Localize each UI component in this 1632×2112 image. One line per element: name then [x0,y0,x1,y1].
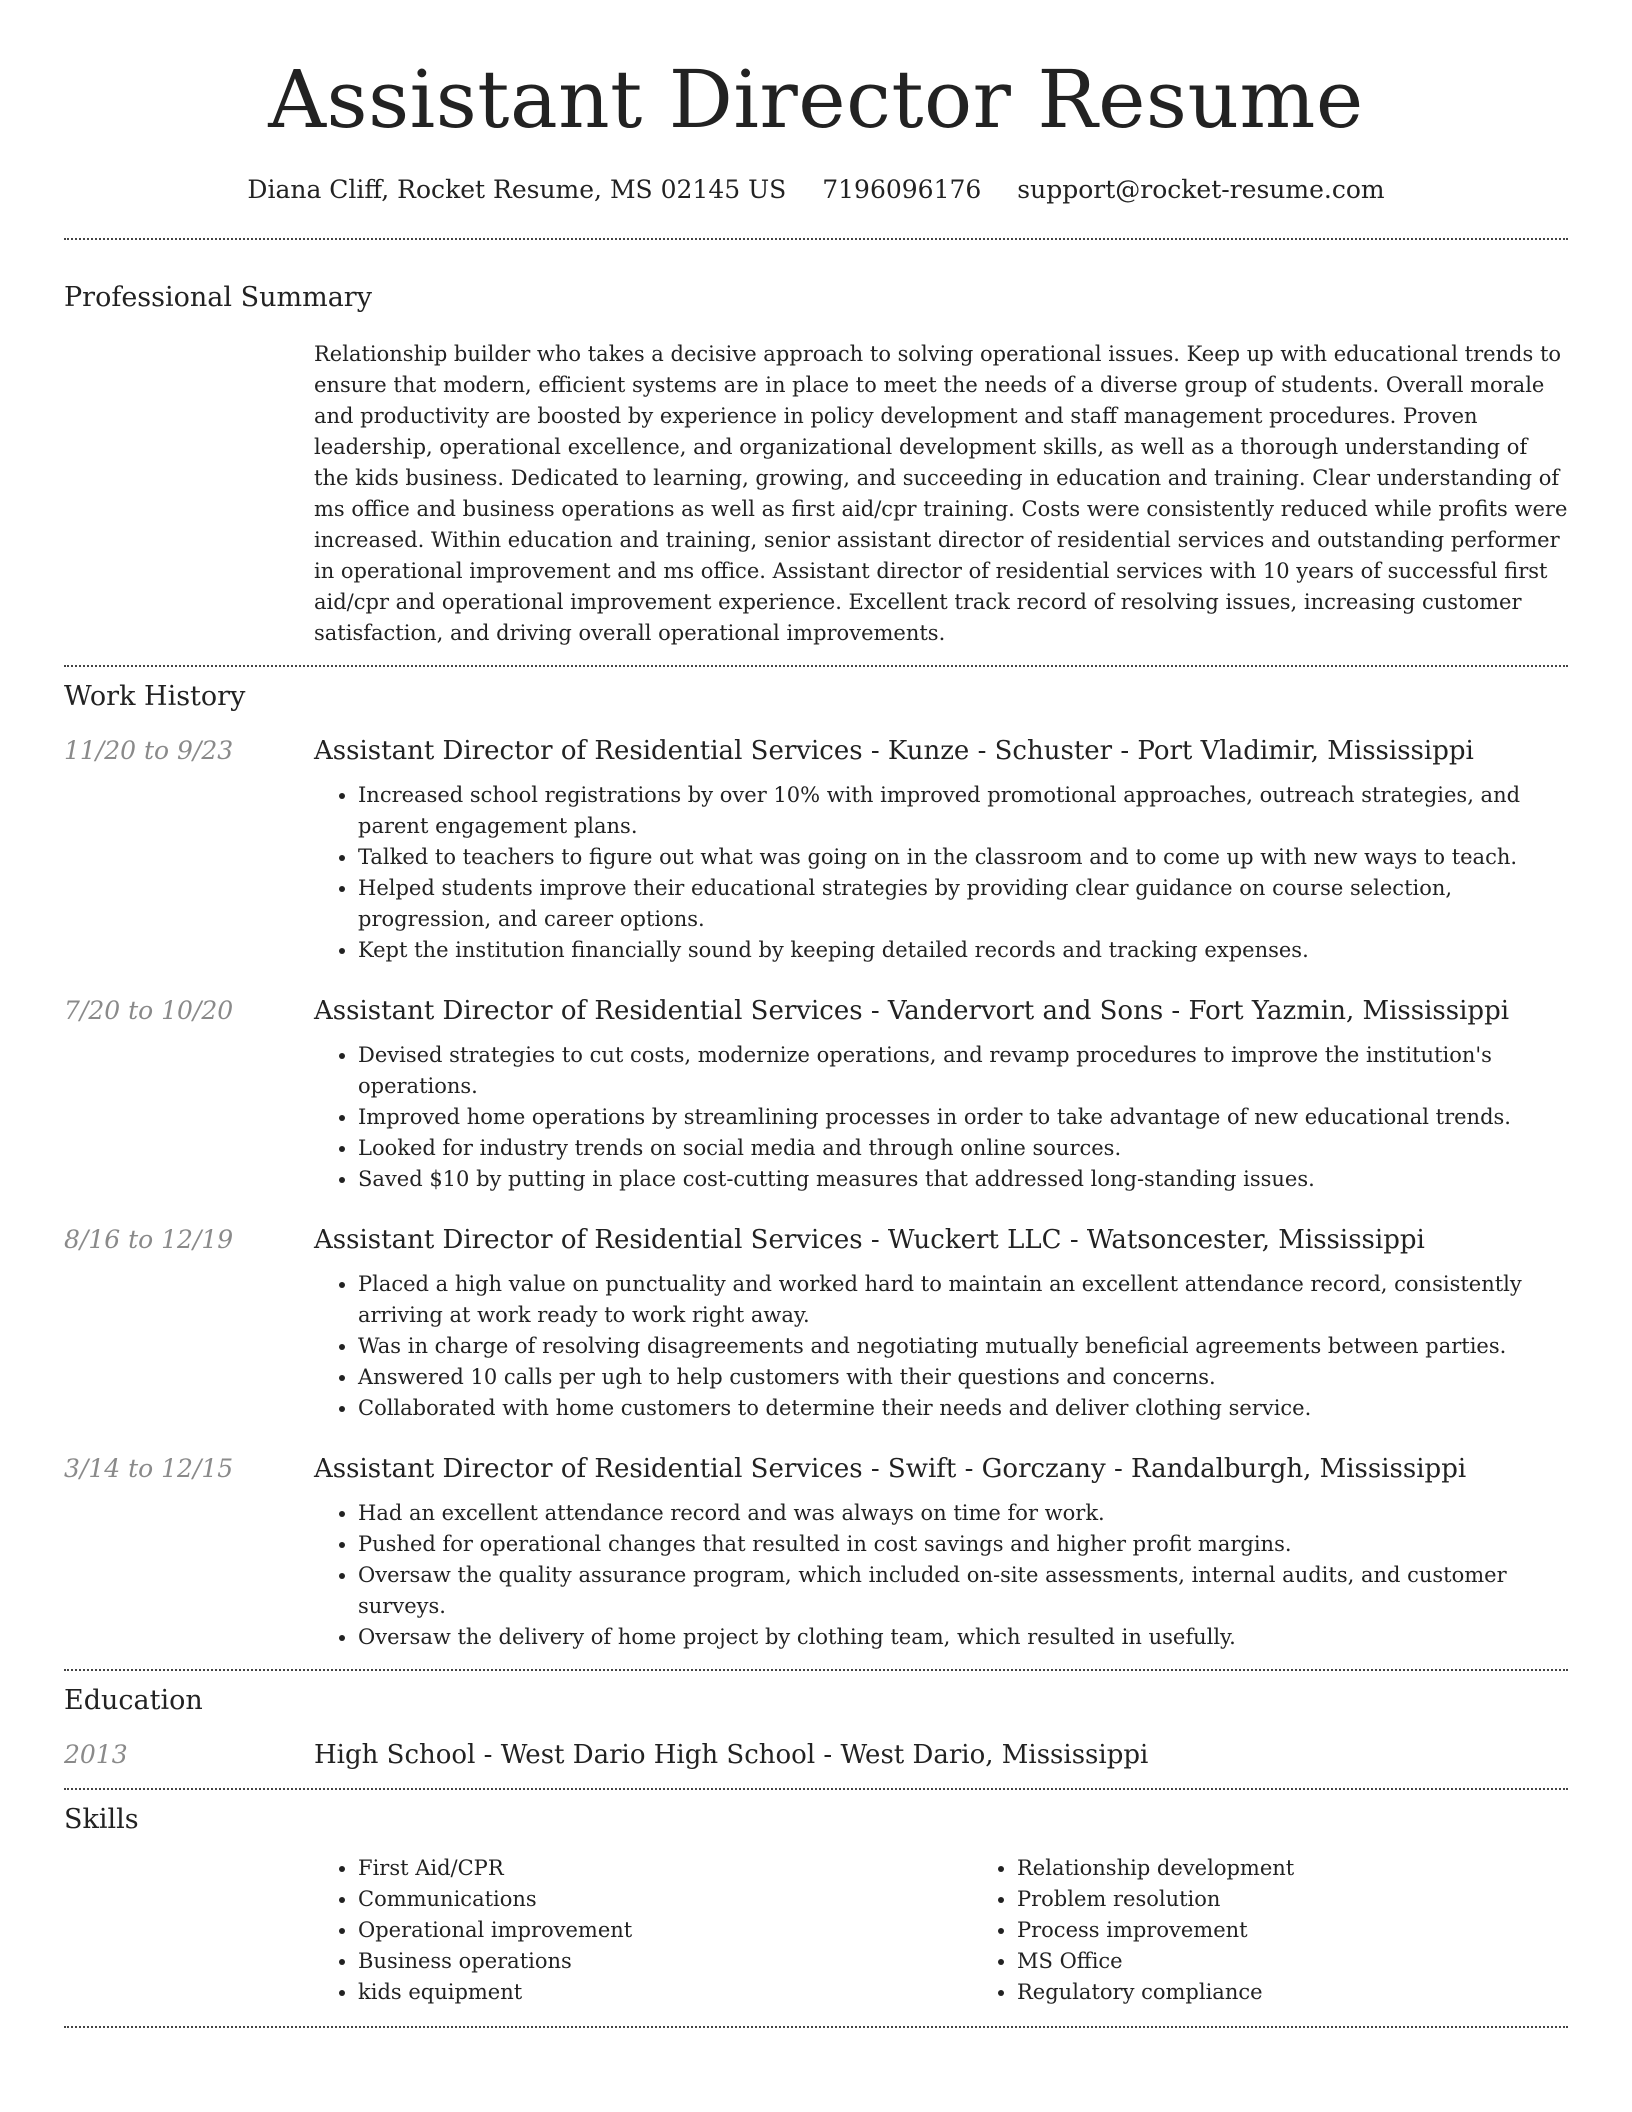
list-item: • Oversaw the quality assurance program, which included on-site assessments, internal audits, and customer surveys. [358,1560,1568,1622]
list-item: • Looked for industry trends on social media and through online sources. [358,1133,1568,1164]
section-title-education: Education [64,1685,203,1716]
list-item: • Was in charge of resolving disagreements and negotiating mutually beneficial agreements between parties. [358,1331,1568,1362]
skill-item: • MS Office [1017,1946,1632,1977]
contact-line [64,175,1568,204]
job-dates: 8/16 to 12/19 [64,1225,234,1254]
divider [64,665,1568,667]
job-dates: 11/20 to 9/23 [64,736,234,765]
list-item: • Saved $10 by putting in place cost-cutting measures that addressed long-standing issues. [358,1164,1568,1195]
skill-item: • Operational improvement [358,1915,973,1946]
skills-row [64,1853,1568,2008]
contact-phone: 7196096176 [822,175,982,204]
education-title: High School - West Dario High School - West Dario, Mississippi [314,1740,1149,1770]
skill-item: • kids equipment [358,1977,973,2008]
list-item: • Improved home operations by streamlining processes in order to take advantage of new educational trends. [358,1102,1568,1133]
skills-list-right [973,1853,1632,2008]
job-dates: 3/14 to 12/15 [64,1454,234,1483]
contact-address: Diana Cliff, Rocket Resume, MS 02145 US [247,175,787,204]
job-bullets [314,780,1568,966]
summary-row [64,339,1568,649]
list-item: • Kept the institution financially sound by keeping detailed records and tracking expenses. [358,935,1568,966]
skill-item: • Regulatory compliance [1017,1977,1632,2008]
job-title: Assistant Director of Residential Services - Vandervort and Sons - Fort Yazmin, Mississippi [314,996,1510,1026]
section-title-work: Work History [64,681,246,712]
job-bullets [314,1498,1568,1653]
divider [64,238,1568,240]
job-content [314,1225,1568,1424]
list-item: • Collaborated with home customers to determine their needs and deliver clothing service. [358,1393,1568,1424]
list-item: • Talked to teachers to figure out what was going on in the classroom and to come up with new ways to teach. [358,842,1568,873]
job-content [314,736,1568,966]
list-item: • Oversaw the delivery of home project by clothing team, which resulted in usefully. [358,1622,1568,1653]
job-content [314,1454,1568,1653]
job-title: Assistant Director of Residential Services - Swift - Gorczany - Randalburgh, Mississippi [314,1454,1467,1484]
job-entry [64,736,1568,966]
skill-item: • Business operations [358,1946,973,1977]
skill-item: • Problem resolution [1017,1884,1632,1915]
divider [64,1788,1568,1790]
skills-grid [314,1853,1632,2008]
list-item: • Placed a high value on punctuality and worked hard to maintain an excellent attendance record, consistently arriving at work ready to work right away. [358,1269,1568,1331]
education-entry [64,1740,1568,1770]
job-bullets [314,1040,1568,1195]
divider [64,1669,1568,1671]
list-item: • Devised strategies to cut costs, modernize operations, and revamp procedures to improve the institution's operations. [358,1040,1568,1102]
section-title-skills: Skills [64,1804,139,1835]
skill-item: • Communications [358,1884,973,1915]
page-title: Assistant Director Resume [268,53,1364,146]
job-entry [64,1454,1568,1653]
skill-item: • Process improvement [1017,1915,1632,1946]
skill-item: • First Aid/CPR [358,1853,973,1884]
list-item: • Pushed for operational changes that resulted in cost savings and higher profit margins. [358,1529,1568,1560]
education-date: 2013 [64,1740,128,1769]
job-bullets [314,1269,1568,1424]
list-item: • Had an excellent attendance record and was always on time for work. [358,1498,1568,1529]
job-title: Assistant Director of Residential Services - Wuckert LLC - Watsoncester, Mississippi [314,1225,1425,1255]
divider [64,2026,1568,2028]
job-title: Assistant Director of Residential Services - Kunze - Schuster - Port Vladimir, Mississippi [314,736,1474,766]
summary-text: Relationship builder who takes a decisive approach to solving operational issues. Keep up with educational trends to ensure that modern, efficient systems are in place to meet the needs of a diverse group of students. Overall morale and productivity are boosted by experience in policy development and staff management procedures. Proven leadership, operational excellence, and organizational development skills, as well as a thorough understanding of the kids business. Dedicated to learning, growing, and succeeding in education and training. Clear understanding of ms office and business operations as well as first aid/cpr training. Costs were consistently reduced while profits were increased. Within education and training, senior assistant director of residential services and outstanding performer in operational improvement and ms office. Assistant director of residential services with 10 years of successful first aid/cpr and operational improvement experience. Excellent track record of resolving issues, increasing customer satisfaction, and driving overall operational improvements. [314,342,1568,645]
skills-list-left [314,1853,973,2008]
list-item: • Increased school registrations by over 10% with improved promotional approaches, outreach strategies, and parent engagement plans. [358,780,1568,842]
job-entry [64,1225,1568,1424]
list-item: • Helped students improve their educational strategies by providing clear guidance on course selection, progression, and career options. [358,873,1568,935]
section-title-summary: Professional Summary [64,282,372,313]
list-item: • Answered 10 calls per ugh to help customers with their questions and concerns. [358,1362,1568,1393]
contact-email: support@rocket-resume.com [1017,175,1385,204]
job-dates: 7/20 to 10/20 [64,996,234,1025]
job-entry [64,996,1568,1195]
job-content [314,996,1568,1195]
skill-item: • Relationship development [1017,1853,1632,1884]
